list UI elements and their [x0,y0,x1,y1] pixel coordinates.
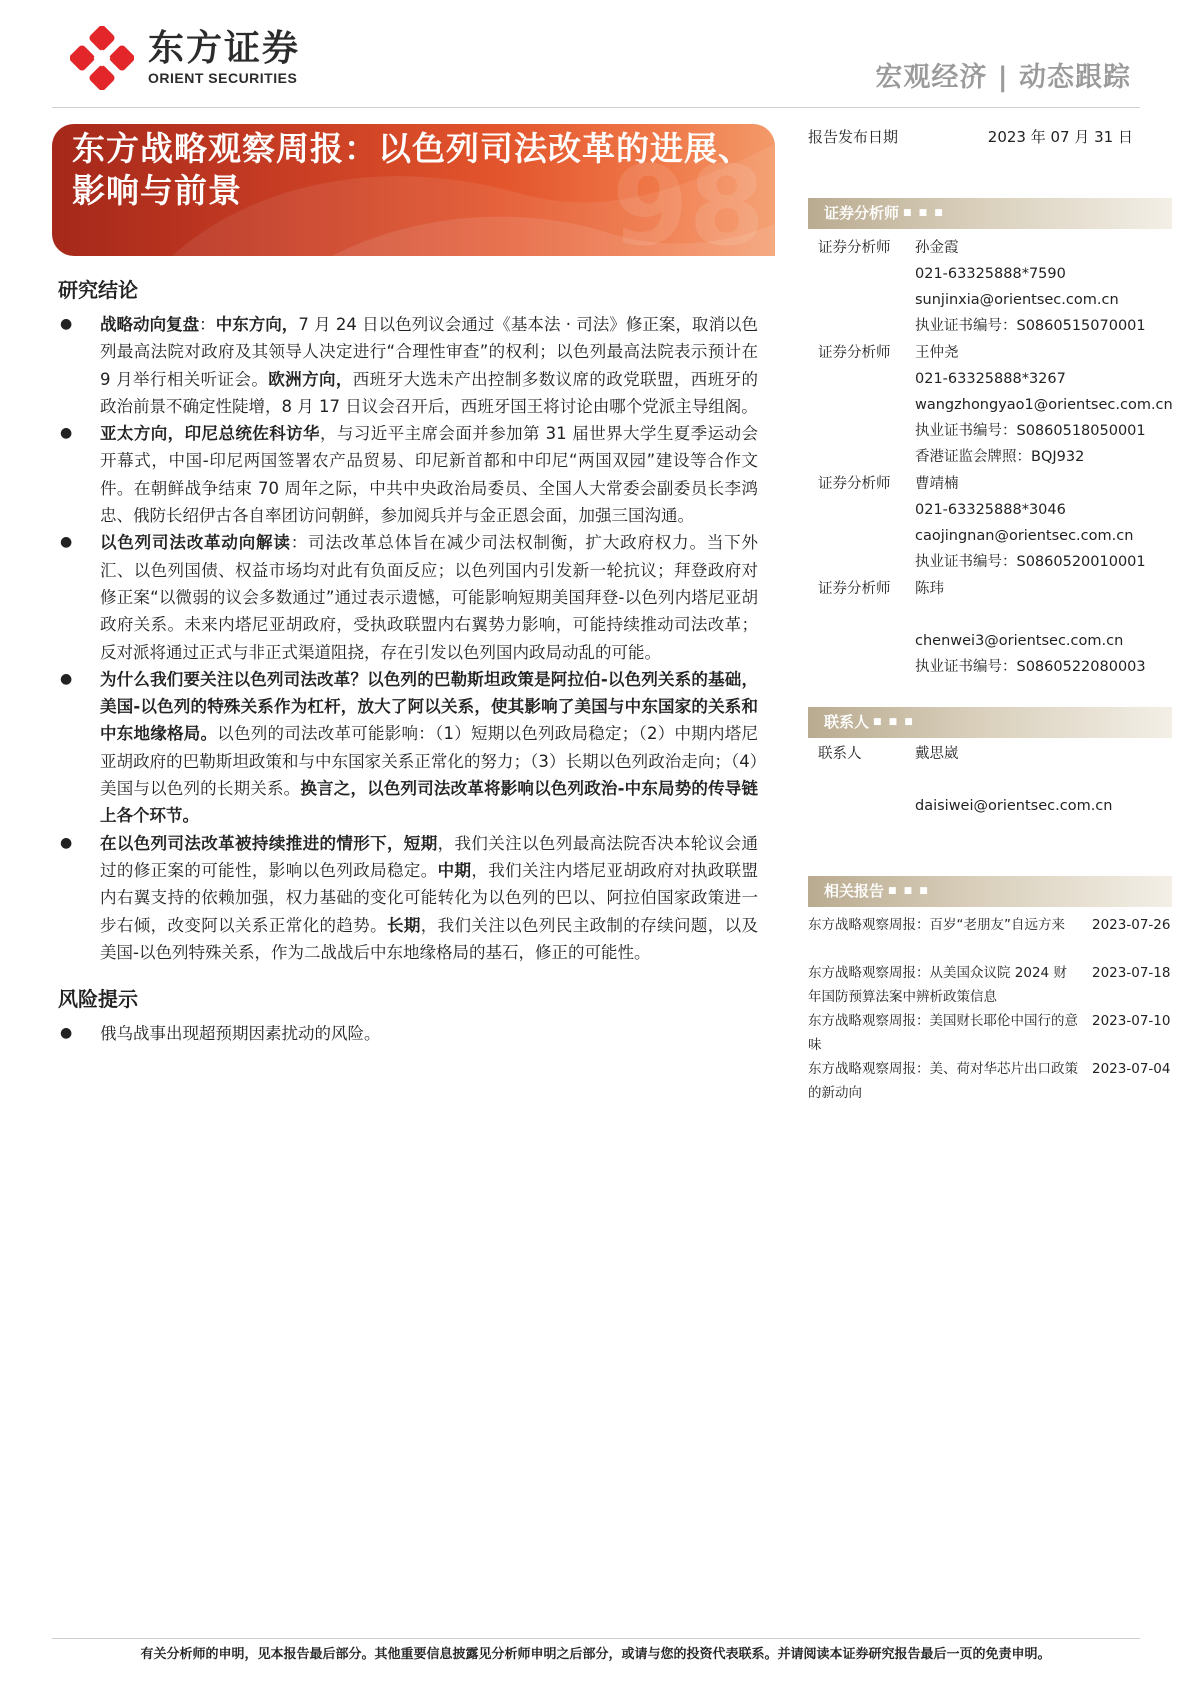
contact-email[interactable]: daisiwei@orientsec.com.cn [915,798,1113,814]
body-text: ，我们关注内塔尼亚胡政府对执政联盟内右翼支持的依赖加强，权力基础的变化可能转化为以色列的巴以、阿拉伯国家政策进一步右倾，改变阿以关系正常化的趋势。 [100,860,759,935]
logo-english-name: ORIENT SECURITIES [148,70,298,86]
analyst-label: 证券分析师 [818,476,891,492]
body-text: ，我们关注以色列民主政制的存续问题，以及美国-以色列特殊关系，作为二战战后中东地缘格局的基石，修正的可能性。 [100,915,759,962]
analyst-name: 孙金霞 [915,240,959,256]
bold-text: 为什么我们要关注以色列司法改革？以色列的巴勒斯坦政策是阿拉伯-以色列关系的基础，美国-以色列的特殊关系作为杠杆，放大了阿以关系，使其影响了美国与中东国家的关系和中东地缘格局。 [100,669,758,744]
analyst-phone: 021-63325888*7590 [915,266,1066,282]
analyst-email[interactable]: sunjinxia@orientsec.com.cn [915,292,1119,308]
analyst-label: 证券分析师 [818,581,891,597]
analyst-label: 证券分析师 [818,240,891,256]
analyst-cert [915,657,1146,677]
analyst-name: 陈玮 [915,581,944,597]
related-report-title[interactable]: 东方战略观察周报：百岁“老朋友”自远方来 [808,917,1065,933]
logo-chinese-name: 东方证券 [148,28,301,69]
contact-heading-text: 联系人 [824,713,870,731]
conclusion-item [58,666,758,830]
cert-label: 执业证书编号： [915,554,1017,570]
body-text: ，与习近平主席会面并参加第 31 届世界大学生夏季运动会开幕式，中国-印尼两国签署农产品贸易、印尼新首都和中印尼“两国双园”建设等合作文件。在朝鲜战争结束 70 周年之际，中共中央政治局委员、全国人大常委会副委员长李鸿忠、俄防长绍伊古各自率团访问朝鲜，参加阅兵并与金正恩会面，加强三国沟通。 [100,424,758,526]
heading-dots: ■ ■ ■ [873,717,915,727]
related-report-date: 2023-07-10 [1092,1013,1171,1029]
heading-dots: ■ ■ ■ [903,208,945,218]
orient-logo-icon [70,26,134,90]
bold-text: 中期 [437,860,472,880]
analyst-cert [915,552,1146,572]
conclusion-list [58,311,758,966]
hk-license-number: BQJ932 [1031,449,1085,465]
analyst-name: 王仲尧 [915,345,959,361]
svg-text:98: 98 [612,142,766,256]
footer-divider [52,1638,1140,1639]
analysts-heading-text: 证券分析师 [824,204,900,222]
related-report-title[interactable]: 东方战略观察周报：美、荷对华芯片出口政策的新动向 [808,1061,1078,1101]
related-reports-heading [808,876,1172,907]
company-logo [70,26,300,90]
related-report-title[interactable]: 东方战略观察周报：美国财长耶伦中国行的意味 [808,1013,1078,1053]
related-report-date: 2023-07-18 [1092,965,1171,981]
analysts-heading [808,198,1172,229]
contact-label: 联系人 [818,746,862,762]
cert-number: S0860520010001 [1016,554,1146,570]
body-text: 7 月 24 日以色列议会通过《基本法 · 司法》修正案，取消以色列最高法院对政府及其领导人决定进行“合理性审查”的权利；以色列最高法院表示预计在 9 月举行相关听证会。 [100,315,759,389]
bold-text: 欧洲方向， [268,369,353,389]
analyst-phone: 021-63325888*3267 [915,371,1066,387]
analyst-name: 曹靖楠 [915,476,959,492]
analyst-phone: 021-63325888*3046 [915,502,1066,518]
body-text: ：司法改革总体旨在减少司法权制衡，扩大政府权力。当下外汇、以色列国债、权益市场均对此有负面反应；以色列国内引发新一轮抗议；拜登政府对修正案“以微弱的议会多数通过”通过表示遗憾，可能影响短期美国拜登-以色列内塔尼亚胡政府关系。未来内塔尼亚胡政府，受执政联盟内右翼势力影响，可能持续推动司法改革；反对派将通过正式与非正式渠道阻挠，存在引发以色列国内政局动乱的可能。 [100,533,759,662]
publish-date-label: 报告发布日期 [808,128,899,146]
main-content [58,275,758,1047]
cert-label: 执业证书编号： [915,659,1017,675]
footer-disclaimer: 有关分析师的申明，见本报告最后部分。其他重要信息披露见分析师申明之后部分，或请与您的投资代表联系。并请阅读本证券研究报告最后一页的免责申明。 [140,1647,1051,1662]
report-category: 宏观经济 | 动态跟踪 [875,62,1131,93]
bold-text: 在以色列司法改革被持续推进的情形下，短期 [100,833,438,853]
bold-text: 亚太方向，印尼总统佐科访华 [100,424,320,444]
analyst-hk-license [915,447,1084,467]
related-report-title[interactable]: 东方战略观察周报：从美国众议院 2024 财年国防预算法案中辨析政策信息 [808,965,1067,1005]
body-text: ： [199,315,216,334]
conclusion-item [58,420,758,529]
cert-number: S0860518050001 [1016,423,1146,439]
analyst-email[interactable]: wangzhongyao1@orientsec.com.cn [915,397,1173,413]
header-divider [52,107,1140,108]
bold-text: 长期 [387,915,421,935]
analyst-cert [915,316,1146,336]
contact-name: 戴思崴 [915,746,959,762]
bold-text: 中东方向， [215,315,299,334]
risk-item: ● 俄乌战事出现超预期因素扰动的风险。 [58,1020,758,1047]
cert-label: 执业证书编号： [915,318,1017,334]
related-reports-heading-text: 相关报告 [824,882,885,900]
risk-heading: 风险提示 [58,987,138,1012]
cert-number: S0860522080003 [1016,659,1146,675]
risk-list [58,1020,758,1047]
heading-dots: ■ ■ ■ [888,886,930,896]
bold-text: 换言之，以色列司法改革将影响以色列政治-中东局势的传导链上各个环节。 [100,779,758,826]
bold-text: 战略动向复盘 [100,315,200,334]
conclusion-item [58,311,758,420]
publish-date: 2023 年 07 月 31 日 [987,128,1133,146]
conclusion-item [58,830,758,966]
related-report-date: 2023-07-26 [1092,917,1171,933]
cert-label: 执业证书编号： [915,423,1017,439]
analyst-email[interactable]: chenwei3@orientsec.com.cn [915,633,1124,649]
conclusion-heading: 研究结论 [58,278,138,302]
analyst-email[interactable]: caojingnan@orientsec.com.cn [915,528,1134,544]
related-report-date: 2023-07-04 [1092,1061,1171,1077]
body-text: 西班牙大选未产出控制多数议席的政党联盟，西班牙的政治前景不确定性陡增，8 月 17 日议会召开后，西班牙国王将讨论由哪个党派主导组阁。 [100,369,759,416]
conclusion-item [58,529,758,665]
report-title: 东方战略观察周报：以色列司法改革的进展、影响与前景 [72,129,752,210]
contact-heading [808,707,1172,738]
cert-number: S0860515070001 [1016,318,1146,334]
analyst-cert [915,421,1146,441]
hk-license-label: 香港证监会牌照： [915,449,1031,465]
analyst-label: 证券分析师 [818,345,891,361]
body-text: 以色列的司法改革可能影响：（1）短期以色列政局稳定；（2）中期内塔尼亚胡政府的巴勒斯坦政策和与中东国家关系正常化的努力；（3）长期以色列政治走向；（4）美国与以色列的长期关系。 [100,724,758,799]
title-banner [52,124,775,256]
bold-text: 以色列司法改革动向解读 [100,533,291,553]
body-text: ，我们关注以色列最高法院否决本轮议会通过的修正案的可能性，影响以色列政局稳定。 [100,833,759,880]
